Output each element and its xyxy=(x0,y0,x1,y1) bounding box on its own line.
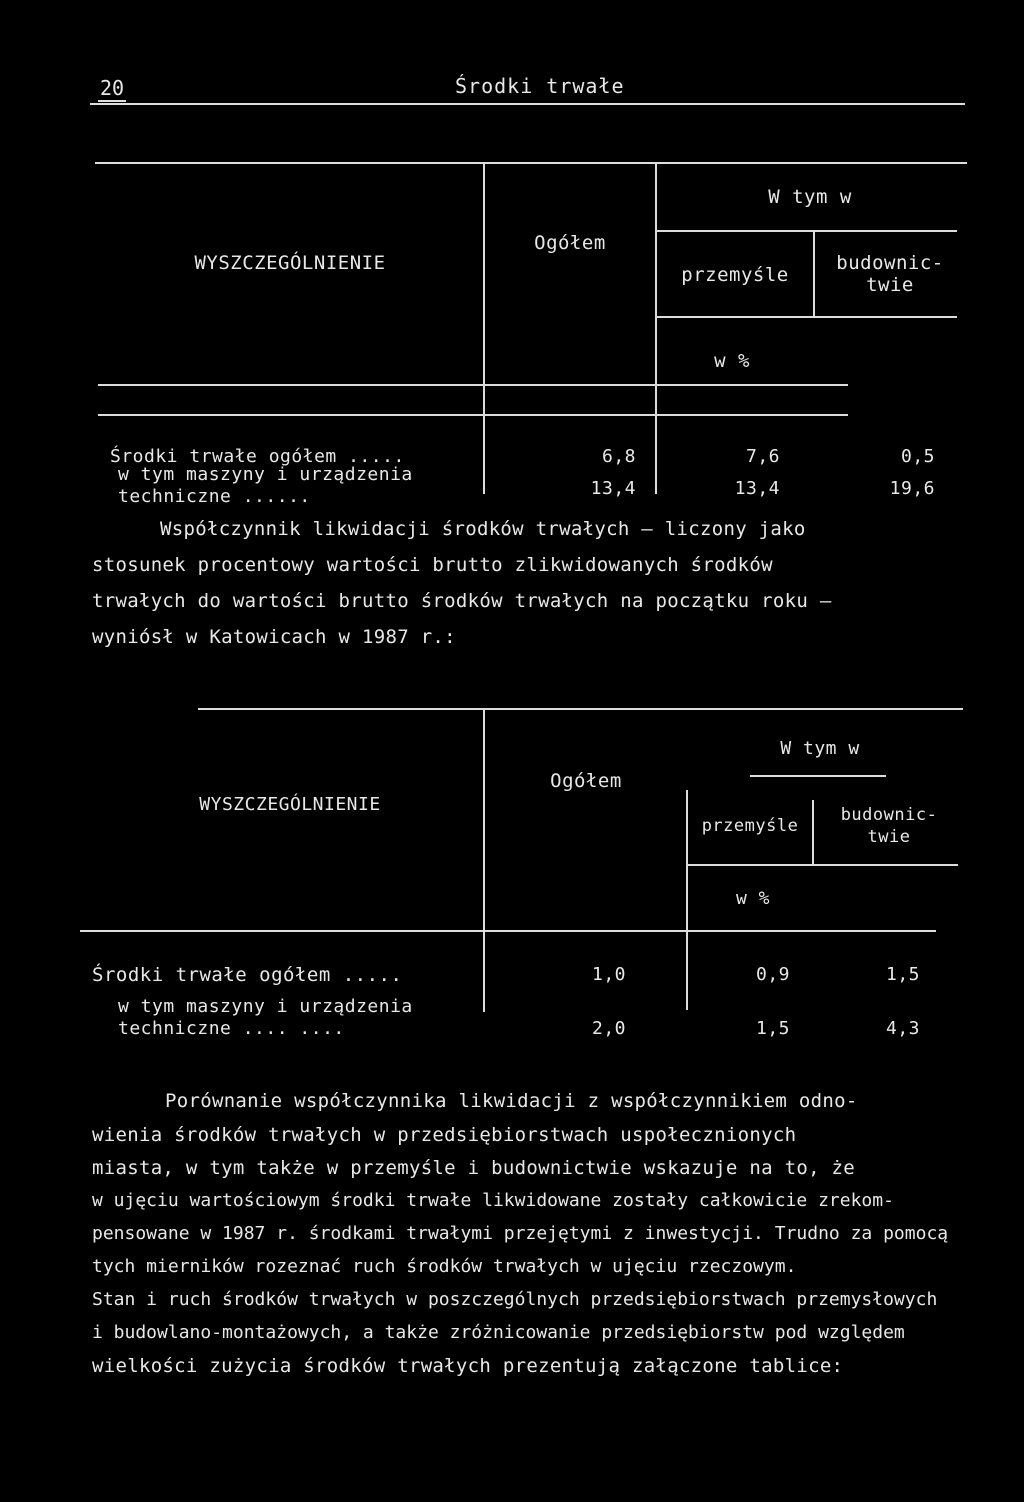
table-1-rule xyxy=(98,384,848,386)
table-1-divider xyxy=(483,164,485,494)
table-1-group-header: W tym w xyxy=(768,186,852,208)
table-2-row-1-industry: 0,9 xyxy=(755,964,790,985)
table-2-row-1-total: 1,0 xyxy=(591,964,626,985)
paragraph-2-line: miasta, w tym także w przemyśle i budownictwie wskazuje na to, że xyxy=(92,1157,856,1179)
table-1-rule xyxy=(657,230,957,232)
table-1-col-industry: przemyśle xyxy=(681,264,789,286)
table-1-col-label: WYSZCZEGÓLNIENIE xyxy=(194,252,386,274)
table-2-row-1-label: Środki trwałe ogółem ..... xyxy=(92,964,403,986)
table-1-row-1-industry: 7,6 xyxy=(745,446,780,467)
table-2-divider xyxy=(483,710,485,1012)
page-number: 20 xyxy=(100,76,125,100)
paragraph-2-line: wielkości zużycia środków trwałych prezentują załączone tablice: xyxy=(92,1355,844,1377)
paragraph-2-line: tych mierników rozeznać ruch środków trwałych w ujęciu rzeczowym. xyxy=(92,1256,797,1277)
table-2-row-1-construction: 1,5 xyxy=(885,964,920,985)
paragraph-1-line: wyniósł w Katowicach w 1987 r.: xyxy=(92,626,456,648)
table-1-unit: w % xyxy=(714,350,750,372)
table-2-col-label: WYSZCZEGÓLNIENIE xyxy=(199,794,381,815)
header-rule xyxy=(90,103,965,105)
table-1-col-construction: budownic- twie xyxy=(836,252,944,296)
table-2-row-2-construction: 4,3 xyxy=(885,1018,920,1039)
table-2-top-rule xyxy=(198,708,963,710)
table-2-col-construction: budownic- twie xyxy=(840,805,938,847)
table-1-row-2-industry: 13,4 xyxy=(734,478,780,499)
paragraph-1-line: trwałych do wartości brutto środków trwałych na początku roku — xyxy=(92,590,832,612)
table-1-row-2-construction: 19,6 xyxy=(889,478,935,499)
paragraph-2-line: Stan i ruch środków trwałych w poszczególnych przedsiębiorstwach przemysłowych xyxy=(92,1289,938,1310)
table-2-rule xyxy=(80,930,936,932)
table-2-row-2-industry: 1,5 xyxy=(755,1018,790,1039)
table-1-rule xyxy=(657,316,957,318)
table-1-row-1-total: 6,8 xyxy=(601,446,636,467)
table-2-col-total: Ogółem xyxy=(550,770,622,792)
table-2-row-2-label: w tym maszyny i urządzenia techniczne .... .... xyxy=(118,996,413,1039)
table-1-divider xyxy=(655,164,657,494)
paragraph-1-line: Współczynnik likwidacji środków trwałych — liczony jako xyxy=(160,518,806,540)
table-2-rule xyxy=(688,864,958,866)
page-number-underline xyxy=(98,100,126,102)
paragraph-2-line: w ujęciu wartościowym środki trwałe likwidowane zostały całkowicie zrekom- xyxy=(92,1190,894,1211)
paragraph-2-line: i budowlano-montażowych, a także zróżnicowanie przedsiębiorstw pod względem xyxy=(92,1322,905,1343)
table-2-group-header: W tym w xyxy=(780,738,860,759)
table-2-unit: w % xyxy=(735,888,770,909)
table-2-rule xyxy=(750,775,886,777)
table-1-rule xyxy=(98,414,848,416)
table-2-col-industry: przemyśle xyxy=(701,816,799,836)
table-2-row-2-total: 2,0 xyxy=(591,1018,626,1039)
table-1-top-rule xyxy=(95,162,967,164)
table-1-row-1-construction: 0,5 xyxy=(900,446,935,467)
table-1-row-1-label: Środki trwałe ogółem ..... xyxy=(110,446,405,467)
paragraph-1-line: stosunek procentowy wartości brutto zlikwidowanych środków xyxy=(92,554,773,576)
paragraph-2-line: pensowane w 1987 r. środkami trwałymi przejętymi z inwestycji. Trudno za pomocą xyxy=(92,1223,949,1244)
paragraph-2-line: wienia środków trwałych w przedsiębiorstwach uspołecznionych xyxy=(92,1124,797,1146)
table-1-col-total: Ogółem xyxy=(534,232,606,254)
paragraph-2-line: Porównanie współczynnika likwidacji z współczynnikiem odno- xyxy=(165,1090,858,1112)
table-1-row-2-total: 13,4 xyxy=(590,478,636,499)
table-1-row-2-label: w tym maszyny i urządzenia techniczne ...... xyxy=(118,464,413,507)
running-title: Środki trwałe xyxy=(455,74,625,98)
